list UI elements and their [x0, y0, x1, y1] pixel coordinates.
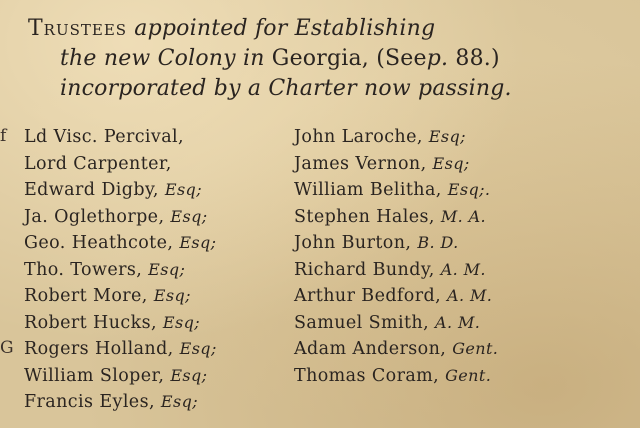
- left-trustee-row: [18, 310, 288, 337]
- right-trustee-row: [286, 230, 586, 257]
- right-trustee-row: [286, 204, 586, 231]
- left-trustee-row: [18, 257, 288, 284]
- heading-line-2: [28, 44, 588, 74]
- right-trustee-row: [286, 310, 586, 337]
- trustee-title: M. A.: [440, 206, 487, 226]
- left-trustee-row: [18, 363, 288, 390]
- margin-mark-top: f: [0, 126, 7, 146]
- heading-page-number: 88.): [455, 46, 500, 71]
- left-trustee-row: [18, 283, 288, 310]
- trustee-title: Gent.: [452, 339, 499, 358]
- trustee-title: A. M.: [440, 259, 486, 279]
- trustee-name: Adam Anderson,: [294, 339, 447, 359]
- right-trustee-row: [286, 257, 586, 284]
- trustee-name: Ja. Oglethorpe,: [24, 206, 165, 227]
- trustee-name: Edward Digby,: [24, 180, 159, 200]
- left-trustee-row: [18, 124, 288, 151]
- trustee-title: B. D.: [417, 233, 459, 252]
- trustee-title: Esq;: [179, 339, 217, 358]
- left-trustee-row: [18, 204, 288, 231]
- trustee-name: Thomas Coram,: [294, 365, 440, 386]
- trustee-name: Samuel Smith,: [294, 312, 430, 333]
- trustee-name: Rogers Holland,: [24, 339, 174, 359]
- left-trustee-row: [18, 177, 288, 204]
- heading-georgia: Georgia,: [271, 46, 369, 71]
- right-column: [286, 124, 586, 389]
- trustee-title: Esq;: [160, 392, 199, 411]
- heading: [28, 14, 588, 104]
- trustee-title: A. M.: [447, 286, 493, 305]
- heading-page-abbr: p.: [426, 46, 449, 71]
- trustee-title: Esq;: [170, 206, 208, 226]
- heading-see: (See: [376, 46, 427, 71]
- trustee-name: Stephen Hales,: [294, 206, 435, 227]
- trustee-title: A. M.: [435, 312, 481, 332]
- trustee-name: Ld Visc. Percival,: [24, 127, 185, 147]
- left-trustee-row: [18, 151, 288, 178]
- heading-appointed: appointed for Establishing: [134, 16, 436, 41]
- trustee-name: Richard Bundy,: [294, 259, 435, 280]
- trustee-title: Esq;.: [447, 180, 491, 199]
- left-trustee-row: [18, 336, 288, 363]
- trustee-name: Francis Eyles,: [24, 392, 155, 412]
- trustee-title: Esq;: [153, 286, 191, 305]
- trustee-name: William Belitha,: [294, 180, 442, 200]
- trustee-name: Robert Hucks,: [24, 312, 157, 333]
- trustee-name: Arthur Bedford,: [294, 286, 442, 306]
- trustee-title: Esq;: [162, 312, 201, 332]
- left-trustee-row: [18, 389, 288, 416]
- right-trustee-row: [286, 124, 586, 151]
- trustee-name: Robert More,: [24, 286, 148, 306]
- trustee-name: Lord Carpenter,: [24, 153, 172, 174]
- trustee-title: Esq;: [148, 259, 186, 279]
- trustee-name: James Vernon,: [294, 153, 427, 174]
- heading-trustees: Trustees: [28, 16, 128, 41]
- right-trustee-row: [286, 151, 586, 178]
- heading-line-1: [28, 14, 588, 44]
- heading-line-3: incorporated by a Charter now passing.: [60, 76, 512, 101]
- left-column: [18, 124, 288, 416]
- trustee-title: Esq;: [164, 180, 202, 199]
- trustee-title: Gent.: [445, 365, 492, 385]
- trustee-name: William Sloper,: [24, 365, 165, 386]
- heading-new-colony: the new Colony in: [60, 46, 265, 71]
- right-trustee-row: [286, 177, 586, 204]
- right-trustee-row: [286, 363, 586, 390]
- trustee-name: John Laroche,: [294, 127, 423, 147]
- right-trustee-row: [286, 336, 586, 363]
- trustee-name: Geo. Heathcote,: [24, 233, 174, 253]
- right-trustee-row: [286, 283, 586, 310]
- trustee-title: Esq;: [428, 127, 466, 146]
- trustee-title: Esq;: [179, 233, 217, 252]
- trustee-title: Esq;: [432, 153, 470, 173]
- trustee-name: John Burton,: [294, 233, 412, 253]
- trustee-name: Tho. Towers,: [24, 259, 143, 280]
- left-trustee-row: [18, 230, 288, 257]
- trustee-title: Esq;: [170, 365, 208, 385]
- margin-mark-bottom: G: [0, 338, 14, 358]
